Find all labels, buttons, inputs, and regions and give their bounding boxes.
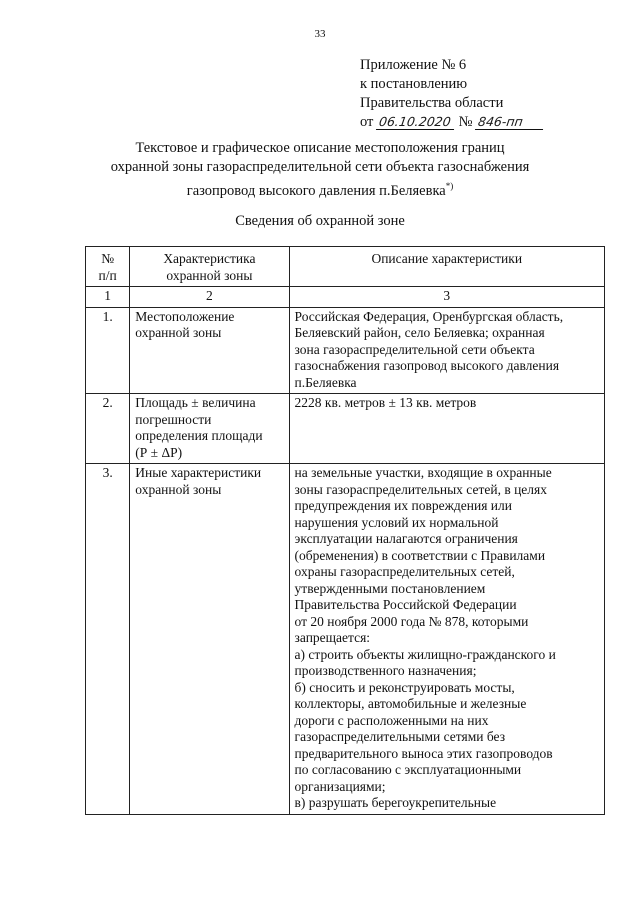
row-characteristic — [130, 464, 289, 815]
row-number: 2. — [86, 394, 130, 464]
zone-info-table — [85, 246, 605, 815]
description-line: запрещается: — [294, 630, 371, 645]
table-row — [86, 394, 605, 464]
from-label: от — [360, 114, 374, 130]
description-line: б) сносить и реконструировать мосты, — [294, 679, 515, 695]
description-line: от 20 ноября 2000 года № 878, которыми — [294, 613, 529, 629]
description-line: зона газораспределительной сети объекта — [294, 341, 535, 357]
row-characteristic — [130, 394, 289, 464]
footnote-mark: *) — [445, 181, 454, 191]
header-number-line-1: № — [101, 251, 115, 266]
appendix-date-line — [360, 113, 544, 132]
header-number — [86, 247, 130, 287]
column-number-1: 1 — [86, 287, 130, 308]
appendix-line-3: Правительства области — [360, 95, 504, 111]
description-line: газораспределительными сетями без — [294, 729, 506, 744]
description-line: а) строить объекты жилищно-гражданского и — [294, 646, 556, 662]
description-line: по согласованию с эксплуатационными — [294, 762, 522, 777]
table-row — [86, 307, 605, 394]
title-line-3 — [0, 177, 640, 201]
title-line-2: охранной зоны газораспределительной сети объекта газоснабжения — [110, 159, 530, 175]
characteristic-line: определения площади — [135, 428, 263, 443]
description-line: на земельные участки, входящие в охранные — [294, 465, 552, 480]
title-line-3-text: газопровод высокого давления п.Беляевка — [186, 182, 446, 199]
table-header-row — [86, 247, 605, 287]
row-description — [289, 307, 604, 394]
appendix-line-1: Приложение № 6 — [360, 57, 467, 73]
description-line: 2228 кв. метров ± 13 кв. метров — [294, 395, 477, 410]
description-line: (обременения) в соответствии с Правилами — [294, 547, 546, 563]
document-title — [0, 139, 640, 201]
description-line: в) разрушать берегоукрепительные — [294, 795, 497, 810]
description-line: коллекторы, автомобильные и железные — [294, 696, 527, 711]
characteristic-line: охранной зоны — [135, 481, 222, 497]
handwritten-number: 846-пп — [475, 115, 545, 130]
description-line: утвержденными постановлением — [294, 580, 486, 596]
column-number-row — [86, 287, 605, 308]
column-number-2: 2 — [130, 287, 289, 308]
row-description — [289, 394, 604, 464]
description-line: Российская Федерация, Оренбургская область, — [294, 308, 564, 324]
characteristic-line: Местоположение — [135, 308, 235, 324]
section-subtitle: Сведения об охранной зоне — [235, 213, 405, 229]
characteristic-line: (Р ± ΔР) — [135, 444, 183, 460]
appendix-block — [360, 56, 544, 132]
characteristic-line: Площадь ± величина — [135, 395, 256, 410]
appendix-line-2: к постановлению — [360, 76, 468, 92]
description-line: нарушения условий их нормальной — [294, 514, 499, 530]
description-line: Беляевский район, село Беляевка; охранная — [294, 325, 545, 340]
header-description: Описание характеристики — [289, 247, 604, 287]
description-line: организациями; — [294, 778, 386, 794]
header-characteristic-line-1: Характеристика — [163, 251, 256, 266]
row-description — [289, 464, 604, 815]
header-characteristic-line-2: охранной зоны — [166, 267, 253, 283]
description-line: эксплуатации налагаются ограничения — [294, 531, 518, 546]
page-number: 33 — [314, 28, 326, 40]
description-line: газоснабжения газопровод высокого давления — [294, 358, 560, 373]
description-line: дороги с расположенными на них — [294, 712, 489, 728]
column-number-3: 3 — [289, 287, 604, 308]
handwritten-date: 06.10.2020 — [376, 115, 456, 130]
header-characteristic — [130, 247, 289, 287]
characteristic-line: Иные характеристики — [135, 465, 262, 480]
description-line: предварительного выноса этих газопроводов — [294, 745, 553, 761]
description-line: Правительства Российской Федерации — [294, 597, 517, 612]
characteristic-line: погрешности — [135, 411, 212, 427]
table-row — [86, 464, 605, 815]
description-line: предупреждения их повреждения или — [294, 498, 512, 513]
description-line: п.Беляевка — [294, 374, 357, 390]
description-line: охраны газораспределительных сетей, — [294, 564, 515, 579]
description-line: производственного назначения; — [294, 663, 477, 678]
row-number: 3. — [86, 464, 130, 815]
characteristic-line: охранной зоны — [135, 325, 222, 340]
title-line-1: Текстовое и графическое описание местоположения границ — [135, 140, 505, 156]
number-label: № — [458, 114, 473, 130]
row-characteristic — [130, 307, 289, 394]
description-line: зоны газораспределительных сетей, в целях — [294, 481, 547, 497]
header-number-line-2: п/п — [98, 267, 117, 283]
row-number: 1. — [86, 307, 130, 394]
